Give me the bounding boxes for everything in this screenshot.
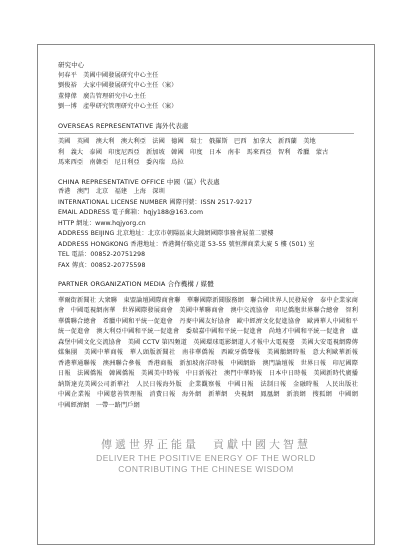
document-body	[58, 60, 365, 411]
overseas-line: 馬來西亞 南韓亞 尼日利亞 委內瑞 烏拉	[58, 159, 184, 166]
footer	[37, 437, 375, 475]
research-person: 劉一博 產學研究管理研究中心主任（案）	[58, 103, 178, 110]
slogan-chinese: 傳遞世界正能量 貢獻中國大智慧	[101, 438, 311, 451]
overseas-line: 利 義大 泰國 印度尼西亞 新加坡 韓國 印度 日本 南非 馬來西亞 智利 希臘 蒙古	[58, 148, 329, 156]
research-person: 劉俊裕 大家中國發展研究中心主任（案）	[58, 82, 178, 89]
research-person: 董傳偉 廣告管理研究中心主任	[58, 92, 147, 100]
partner-list: 華爾街新聞社 大衆聯 東盟論壇國際商會聯 華聯國際新聞服務網 聯合國世界人民發展會 泰中企業家商會 中國電視網南華 世界國際發展商會 美國中華聯商會 澳中交流協會 印尼僑胞世界聯合總會 智利華僑聯合總會 希臘中國和平統一促進會 丹麥中國友好協會 歐中經濟文化促進協會 歐洲華人中國和平統一促進會 澳大利亞中國和平統一促進會 委瑞嘉中國和平統一促進會 尚地才中國和平統一促進會 盧森堡中國文化交流協會 美國 CCTV 第四頻道 英國環球電影網道人才報中大電視臺 美國大安電視網際傳媒集團 美國中華商報 華人頭版新聞社 南非華僑報 西歐牙僑聲報 美國鵝網時報 意大利歐華新報 香港華通聯報 澳洲聯合參報 香港商報 新加坡南洋時報 中國網絡 澳門論壇報 世界日報 印尼國際日報 法國僑報 韓國僑報 美國美中時報 中日新報社 澳門中華時報 日本中日時報 美國新時代廣播 納斯達克美國公司新華社 人民日報海外版 企業觀察報 中國日報 法制日報 金融時報 人民出版社 中國企業報 中國慈善管理報 消費日報 海外網 新華網 央視網 鳳凰網 新浪網 搜狐網 中國網 中國經濟網 一帶一路門戶網	[58, 296, 365, 409]
slogan-english-line2: CONTRIBUTING THE CHINESE WISDOM	[118, 464, 294, 474]
china-office-cities: 香港 澳門 北京 福建 上海 深圳	[58, 188, 165, 195]
overseas-line: 美國 英國 澳大利 澳大利亞 法國 德國 瑞士 俄羅斯 巴西 加拿大 新西蘭 美地	[58, 138, 316, 145]
china-office-title: CHINA REPRESENTATIVE OFFICE 中國（區）代表處	[58, 177, 220, 186]
research-person: 何春平 美國中國發展研究中心主任	[58, 71, 159, 79]
email-address: EMAIL ADDRESS 電子郵箱：hqjy188@163.com	[58, 209, 204, 216]
address-beijing: ADDRESS BEIJING 北京地址：北京市朝陽區東大鐘網國際事務會展董二號樓	[58, 230, 274, 237]
overseas-title: OVERSEAS REPRESENTATIVE 海外代表處	[58, 121, 189, 130]
research-center-title: 研究中心	[58, 61, 85, 69]
website: HTTP 網址：www.hqjyorg.cn	[58, 219, 146, 227]
address-hongkong: ADDRESS HONGKONG 香港地址：香港灣仔駱克道 53-55 號恒澤商業大廈 5 樓 (501) 室	[58, 240, 315, 248]
telephone: TEL 電話：00852-20751298	[58, 251, 146, 258]
slogan-english-line1: DELIVER THE POSITIVE ENERGY OF THE WORLD	[96, 453, 316, 463]
divider	[58, 292, 354, 293]
partner-title: PARTNER ORGANIZATION MEDIA 合作機構 / 媒體	[58, 280, 214, 288]
fax: FAX 傳真：00852-20775598	[58, 261, 146, 269]
license-number: INTERNATIONAL LICENSE NUMBER 國際刊號：ISSN 2517-9217	[58, 198, 253, 206]
divider	[58, 133, 354, 134]
